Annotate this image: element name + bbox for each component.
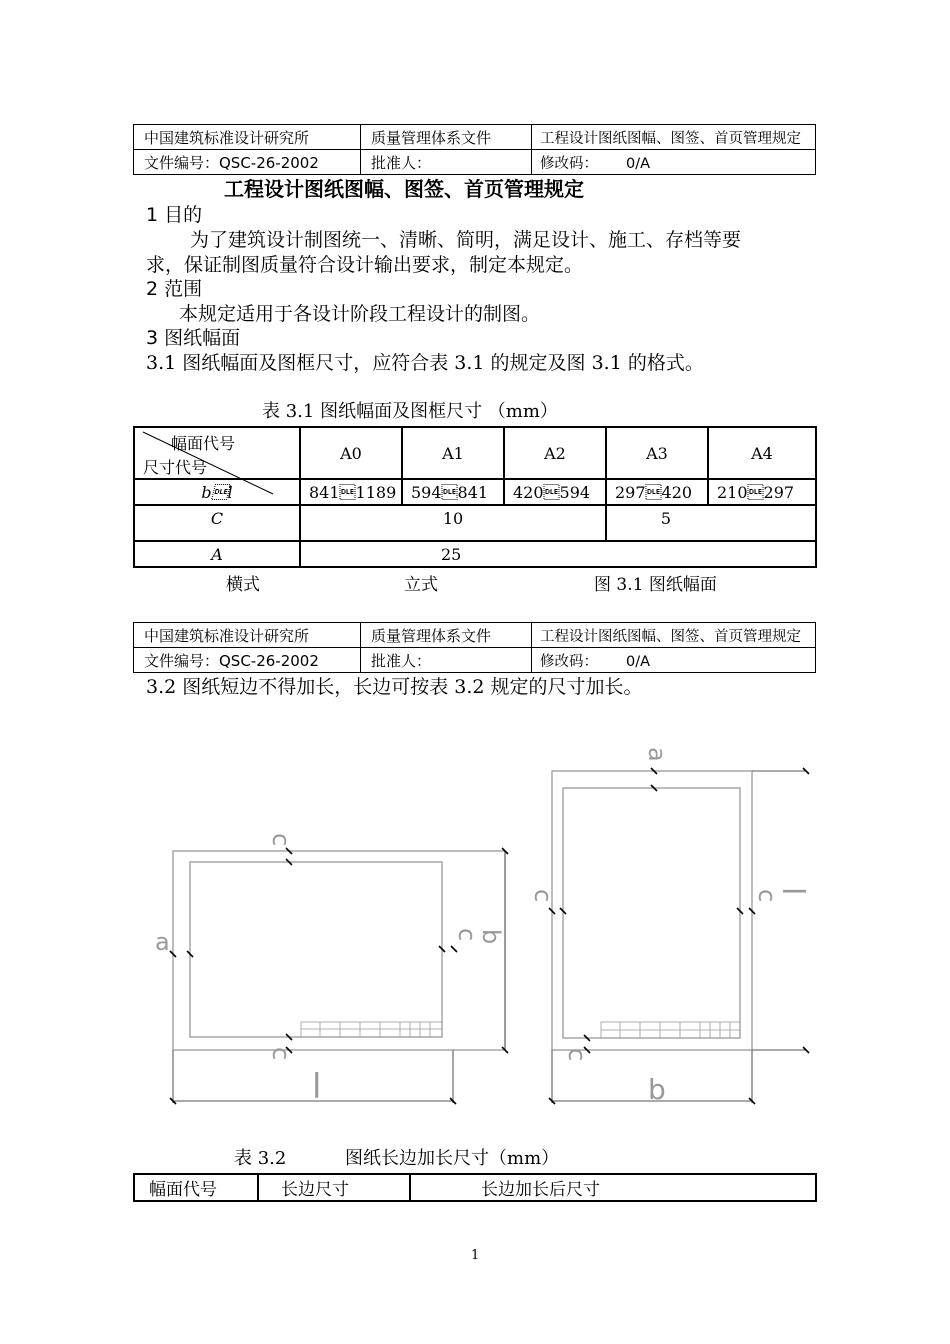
col-header: A1 — [402, 427, 504, 479]
cell-value: 210297 — [708, 479, 816, 505]
header-doc-title: 工程设计图纸图幅、图签、首页管理规定 — [532, 623, 816, 648]
table-3-2-caption-num: 表 3.2 — [234, 1148, 287, 1169]
section-1-heading: 1 目的 — [146, 204, 203, 226]
cell-value: 594841 — [402, 479, 504, 505]
table-3-1-caption: 表 3.1 图纸幅面及图框尺寸 （mm） — [262, 401, 558, 422]
cell-value: 10 — [300, 505, 606, 541]
figure-label-horizontal: 横式 — [226, 575, 260, 595]
col-header: A0 — [300, 427, 402, 479]
header-doc-title: 工程设计图纸图幅、图签、首页管理规定 — [532, 125, 816, 150]
corner-top-label: 幅面代号 — [171, 434, 236, 453]
main-title: 工程设计图纸图幅、图签、首页管理规定 — [224, 177, 584, 201]
header-org: 中国建筑标准设计研究所 — [134, 623, 361, 648]
header-approver: 批准人： — [361, 150, 532, 175]
col-header: 长边尺寸 — [258, 1174, 410, 1201]
section-3-heading: 3 图纸幅面 — [146, 327, 241, 349]
row-label-c: C — [134, 505, 300, 541]
dim-label-a: a — [155, 928, 170, 956]
section-2-body: 本规定适用于各设计阶段工程设计的制图。 — [179, 303, 541, 325]
header-file-no: 文件编号：QSC-26-2002 — [134, 648, 361, 673]
section-3-2: 3.2 图纸短边不得加长，长边可按表 3.2 规定的尺寸加长。 — [146, 676, 643, 698]
cell-value: 25 — [300, 541, 816, 567]
corner-bottom-label: 尺寸代号 — [143, 458, 208, 477]
cell-value: 297420 — [606, 479, 708, 505]
header-file-no: 文件编号：QSC-26-2002 — [134, 150, 361, 175]
col-header: A3 — [606, 427, 708, 479]
dim-label-c: c — [529, 889, 557, 903]
dim-label-l: l — [312, 1067, 322, 1107]
table-3-2-caption-text: 图纸长边加长尺寸（mm） — [345, 1148, 560, 1169]
dim-label-c: c — [453, 928, 481, 942]
landscape-title-block — [301, 1022, 442, 1037]
header-org: 中国建筑标准设计研究所 — [134, 125, 361, 150]
header-revision: 修改码： 0/A — [532, 648, 816, 673]
col-header: A4 — [708, 427, 816, 479]
table-3-2 — [133, 1173, 817, 1202]
portrait-inner-frame — [563, 788, 740, 1038]
dim-label-a: a — [643, 747, 671, 762]
header-doc-type: 质量管理体系文件 — [361, 623, 532, 648]
figure-3-1-caption: 图 3.1 图纸幅面 — [594, 575, 717, 595]
figure-label-vertical: 立式 — [404, 575, 438, 595]
row-label-a: A — [134, 541, 300, 567]
dim-label-l: l — [775, 887, 810, 896]
cell-value: 5 — [606, 505, 816, 541]
row-label-bl: bl — [134, 479, 300, 505]
section-1-body-line2: 求，保证制图质量符合设计输出要求，制定本规定。 — [146, 254, 584, 276]
section-1-body-line1: 为了建筑设计制图统一、清晰、简明，满足设计、施工、存档等要 — [190, 229, 742, 251]
cell-value: 420594 — [504, 479, 606, 505]
col-header: A2 — [504, 427, 606, 479]
header-revision: 修改码： 0/A — [532, 150, 816, 175]
header-doc-type: 质量管理体系文件 — [361, 125, 532, 150]
cell-value: 8411189 — [300, 479, 402, 505]
col-header: 长边加长后尺寸 — [410, 1174, 816, 1201]
portrait-outer-frame — [552, 771, 752, 1050]
section-2-heading: 2 范围 — [146, 278, 203, 300]
section-3-1: 3.1 图纸幅面及图框尺寸，应符合表 3.1 的规定及图 3.1 的格式。 — [146, 352, 704, 374]
dim-label-b: b — [477, 929, 505, 945]
dim-label-c: c — [563, 1048, 591, 1062]
col-header: 幅面代号 — [134, 1174, 258, 1201]
header-approver: 批准人： — [361, 648, 532, 673]
page-number: 1 — [471, 1248, 480, 1263]
portrait-title-block — [601, 1022, 740, 1038]
dim-label-b: b — [648, 1073, 666, 1106]
dim-label-c: c — [267, 1047, 295, 1061]
dim-label-c: c — [753, 889, 781, 903]
landscape-inner-frame — [190, 862, 442, 1037]
dim-label-c: c — [267, 833, 295, 847]
